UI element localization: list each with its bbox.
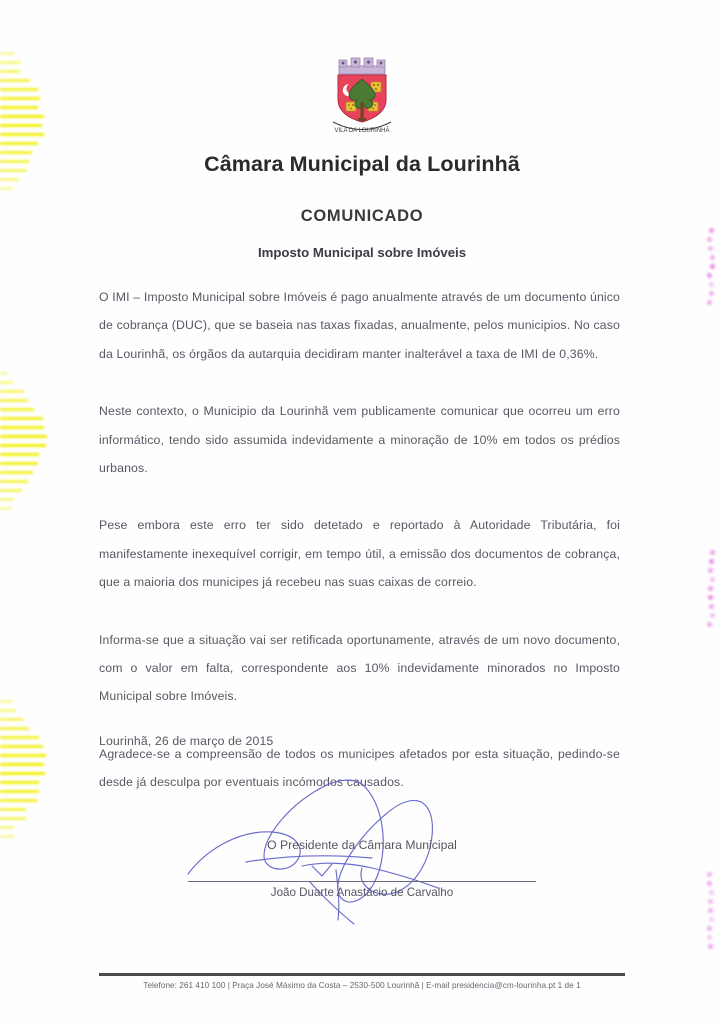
paragraph: O IMI – Imposto Municipal sobre Imóveis é pago anualmente através de um documento único de cobrança (DUC), que se baseia nas taxas fixadas, anualmente, pelos municipios. No caso da Lourinhã, os órgãos da autarquia decidiram manter inalterável a taxa de IMI de 0,36%. xyxy=(99,290,620,361)
footer-divider xyxy=(99,973,625,976)
signature-role: O Presidente da Câmara Municipal xyxy=(267,838,457,852)
heading-block xyxy=(0,152,724,260)
organization-title: Câmara Municipal da Lourinhã xyxy=(204,152,520,176)
paragraph: Agradece-se a compreensão de todos os municipes afetados por esta situação, pedindo-se desde já desculpa por eventuais incómodos causados. xyxy=(99,746,620,790)
body-text xyxy=(99,283,620,797)
place-and-date: Lourinhã, 26 de março de 2015 xyxy=(99,734,274,748)
crest-motto-text: VILA DA LOURINHÃ xyxy=(334,128,390,134)
paragraph: Informa-se que a situação vai ser retificada oportunamente, através de um novo documento, com o valor em falta, correspondente aos 10% indevidamente minorados no Imposto Municipal sobre Imóveis. xyxy=(99,632,620,704)
signature-rule xyxy=(188,881,536,882)
paragraph: Neste contexto, o Municipio da Lourinhã vem publicamente comunicar que ocorreu um erro informático, tendo sido assumida indevidamente a minoração de 10% em todos os prédios urbanos. xyxy=(99,404,620,476)
crest-container xyxy=(0,52,724,136)
document-type-title: COMUNICADO xyxy=(300,207,424,225)
document-subject: Imposto Municipal sobre Imóveis xyxy=(257,245,467,260)
signature-name: João Duarte Anastácio de Carvalho xyxy=(270,886,454,899)
footer-contact-text: Telefone: 261 410 100 | Praça José Máximo da Costa – 2530-500 Lourinhã | E-mail presidencia@cm-lourinha.pt 1 de 1 xyxy=(143,981,581,990)
paragraph: Pese embora este erro ter sido detetado e reportado à Autoridade Tributária, foi manifestamente inexequível corrigir, em tempo útil, a emissão dos documentos de cobrança, que a maioria dos municipes já recebeu nas suas caixas de correio. xyxy=(99,518,620,590)
signature-area xyxy=(0,770,724,930)
lourinha-coat-of-arms-icon xyxy=(319,52,405,136)
